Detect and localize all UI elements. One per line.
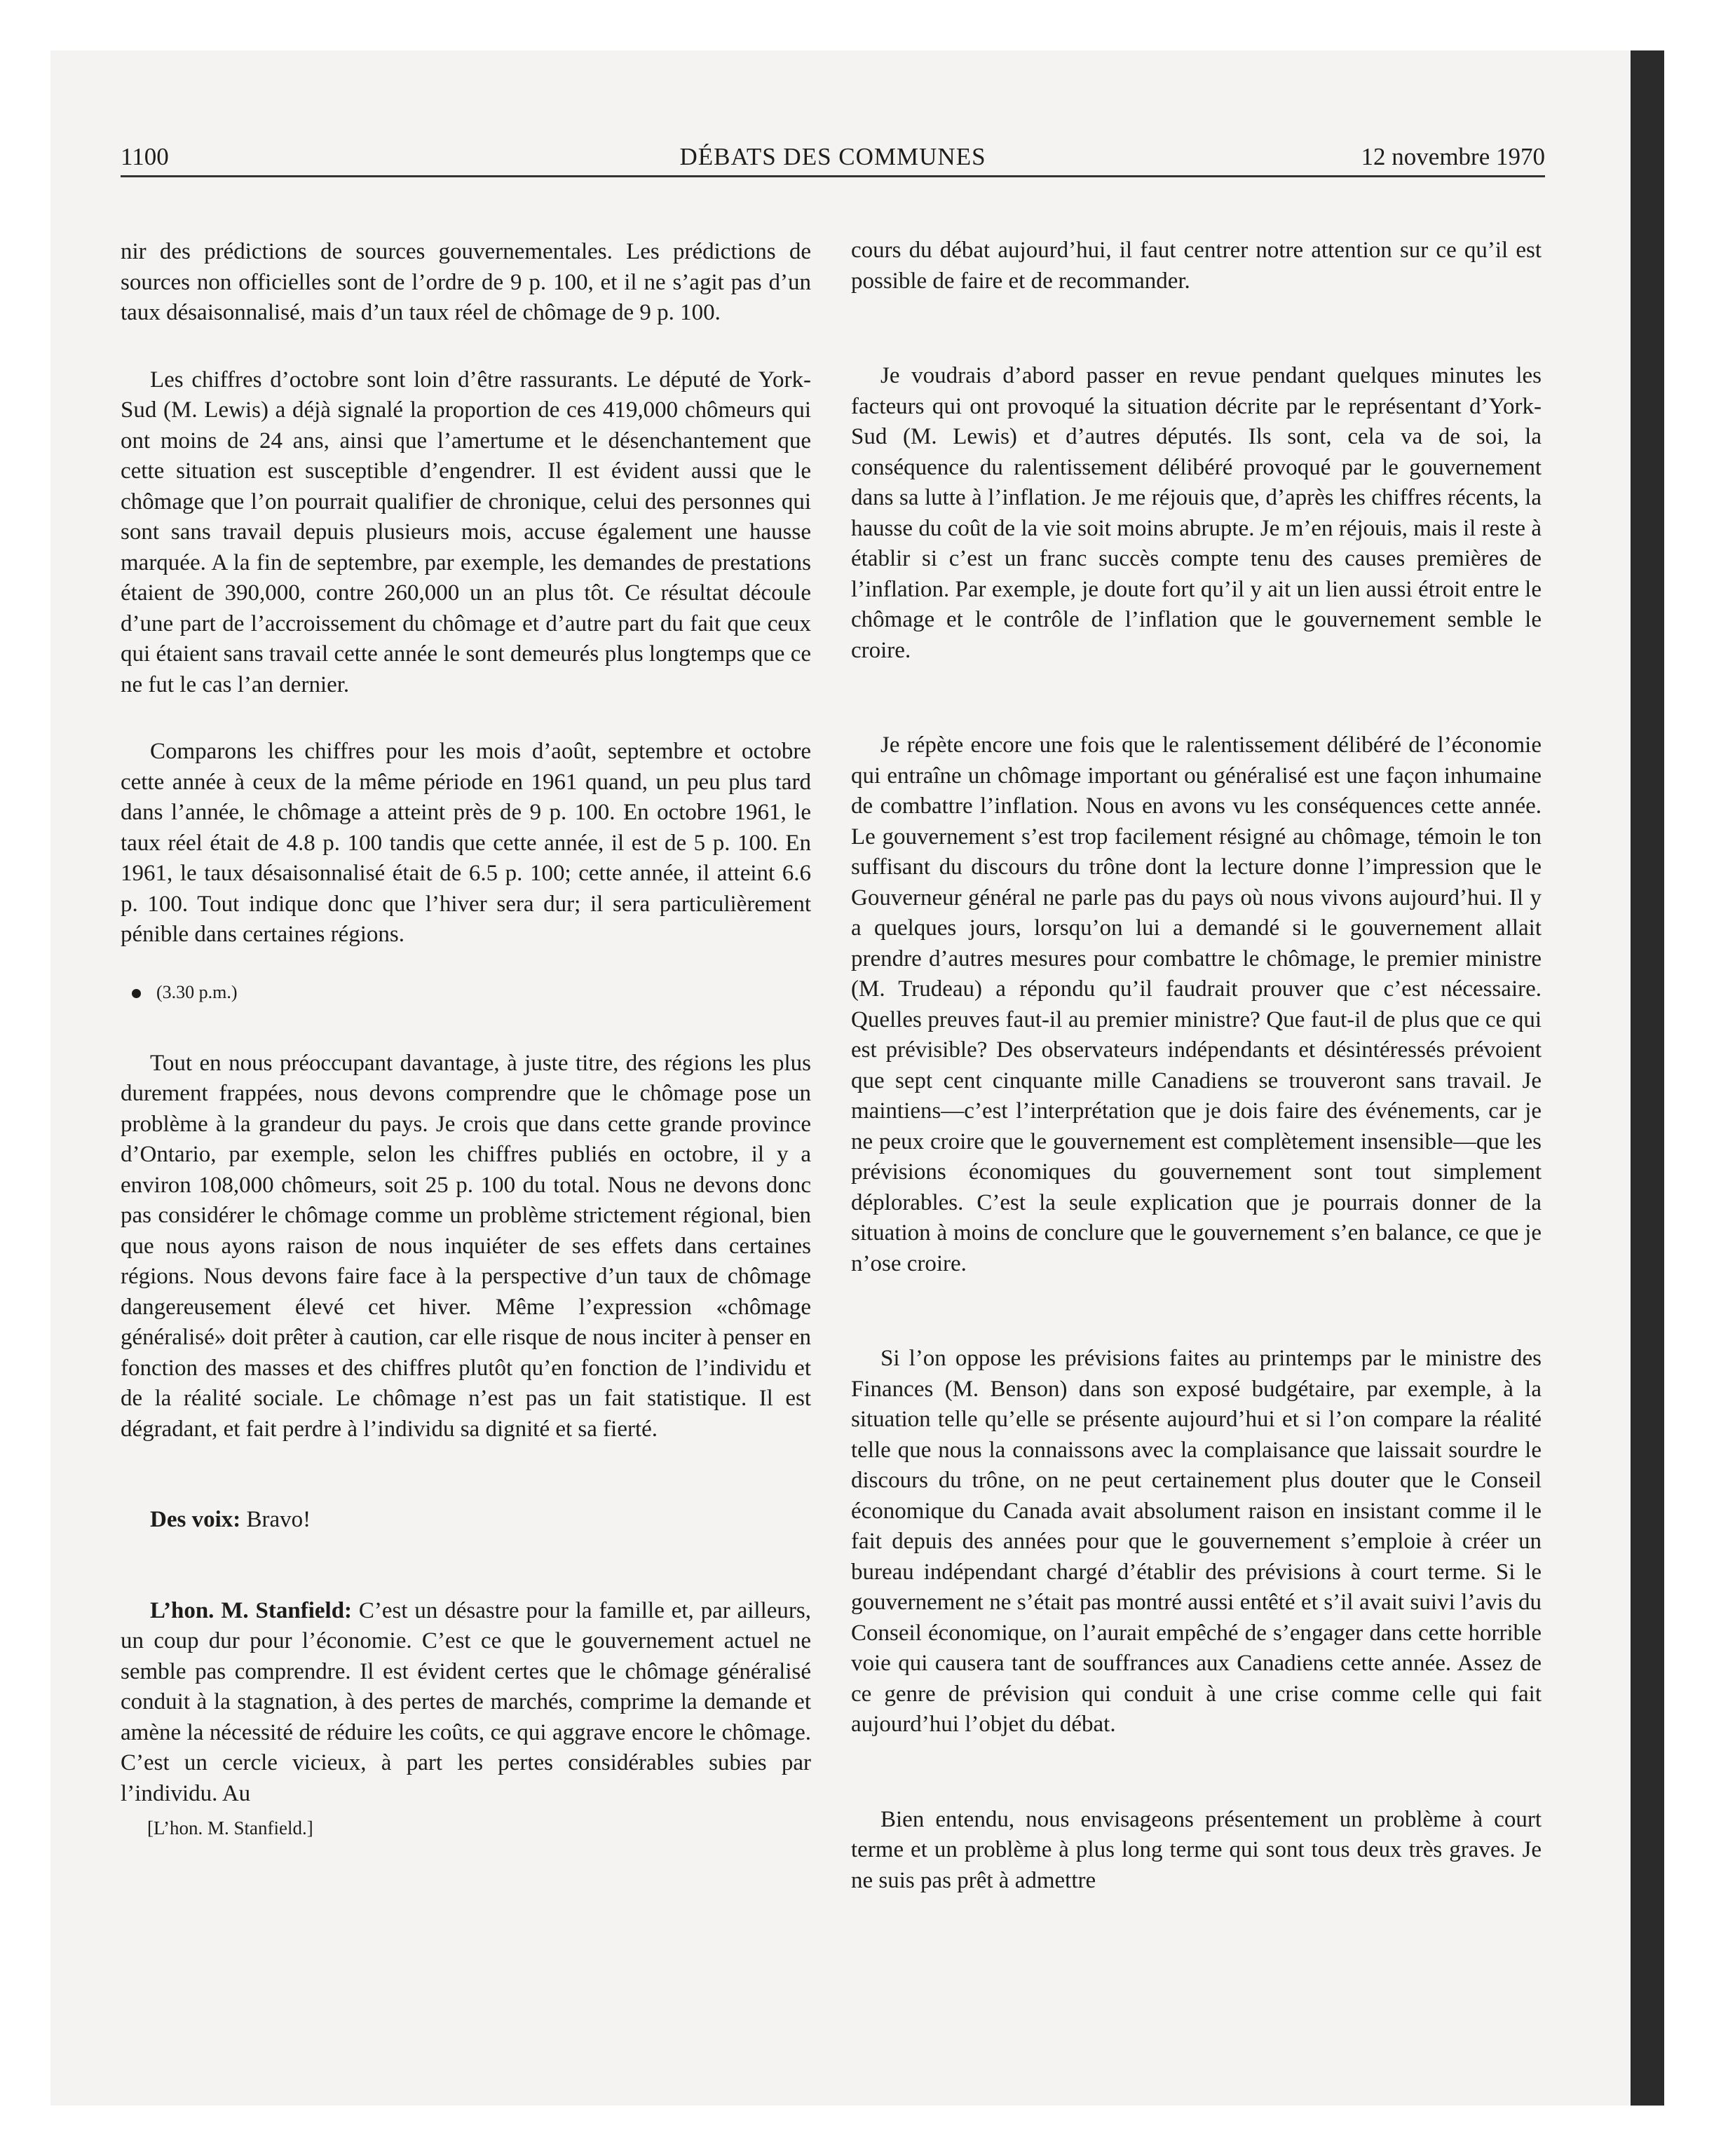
paragraph: Si l’on oppose les prévisions faites au printemps par le ministre des Finances (M. Benson) dans son exposé budgétaire, par exemple, à la situation telle qu’elle se présente aujourd’hui et si l’on compare la réalité telle que nous la connaissons avec la complaisance que laissait sourdre le discours du trône, on ne peut certainement plus douter que le Conseil économique du Canada avait absolument raison en insistant comme il le fait depuis des années pour que le gouvernement s’emploie à créer un bureau indépendant chargé d’établir des prévisions à court terme. Si le gouvernement ne s’était pas montré aussi entêté et s’il avait suivi l’avis du Conseil économique, on l’aurait empêché de s’engager dans cette horrible voie qui causera tant de souffrances aux Canadiens cette année. Assez de ce genre de prévision qui conduit à une crise comme celle qui fait aujourd’hui l’objet du débat.	[851, 1346, 1542, 1737]
speech-text: C’est un désastre pour la famille et, par ailleurs, un coup dur pour l’économie. C’est ce que le gouvernement actuel ne semble pas comprendre. Il est évident certes que le chômage généralisé conduit à la stagnation, à des pertes de marchés, comprime la demande et amène la nécessité de réduire les coûts, ce qui aggrave encore le chômage. C’est un cercle vicieux, à part les pertes considérables subies par l’individu. Au	[121, 1597, 811, 1806]
paragraph: Je répète encore une fois que le ralentissement délibéré de l’économie qui entraîne un chômage important ou généralisé est une façon inhumaine de combattre l’inflation. Nous en avons vu les conséquences cette année. Le gouvernement s’est trop facilement résigné au chômage, témoin le ton suffisant du discours du trône dont la lecture donne l’impression que le Gouverneur général ne parle pas du pays où nous vivons aujourd’hui. Il y a quelques jours, lorsqu’on lui a demandé si le gouvernement allait prendre d’autres mesures pour combattre le chômage, le premier ministre (M. Trudeau) a répondu qu’il faudrait prouver que c’est nécessaire. Quelles preuves faut-il au premier ministre? Que faut-il de plus que ce qui est prévisible? Des observateurs indépendants et désintéressés prévoient que sept cent cinquante mille Canadiens se trouveront sans travail. Je maintiens—c’est l’interprétation que je dois faire des événements, car je ne peux croire que le gouvernement est complètement insensible—que les prévisions économiques du gouvernement sont tout simplement déplorables. C’est la seule explication que je pourrais donner de la situation à moins de conclure que le gouvernement s’en balance, ce que je n’ose croire.	[851, 732, 1542, 1276]
paragraph: cours du débat aujourd’hui, il faut centrer notre attention sur ce qu’il est possible de faire et de recommander.	[851, 238, 1542, 294]
speaker-name: L’hon. M. Stanfield:	[150, 1597, 353, 1623]
bullet-icon	[132, 989, 141, 998]
paragraph: Tout en nous préoccupant davantage, à juste titre, des régions les plus durement frappées, nous devons comprendre que le chômage pose un problème à la grandeur du pays. Je crois que dans cette grande province d’Ontario, par exemple, selon les chiffres publiés en octobre, il y a environ 108,000 chômeurs, soit 25 p. 100 du total. Nous ne devons donc pas considérer le chômage comme un problème strictement régional, bien que nous ayons raison de nous inquiéter de ses effets dans certaines régions. Nous devons faire face à la perspective d’un taux de chômage dangereusement élevé cet hiver. Même l’expression «chômage généralisé» doit prêter à caution, car elle risque de nous inciter à penser en fonction des masses et des chiffres plutôt qu’en fonction de l’individu et de la réalité sociale. Le chômage n’est pas un fait statistique. Il est dégradant, et fait perdre à l’individu sa dignité et sa fierté.	[121, 1050, 811, 1442]
speech-interjection	[121, 1505, 811, 1536]
speaker-name: Des voix:	[150, 1507, 241, 1532]
left-column	[121, 237, 811, 1841]
speaker-footnote: [L’hon. M. Stanfield.]	[147, 1817, 313, 1838]
running-header	[121, 139, 1545, 177]
paragraph: Je voudrais d’abord passer en revue pendant quelques minutes les facteurs qui ont provoqué la situation décrite par le représentant d’York-Sud (M. Lewis) et d’autres députés. Ils sont, cela va de soi, la conséquence du ralentissement délibéré provoqué par le gouvernement dans sa lutte à l’inflation. Je me réjouis que, d’après les chiffres récents, la hausse du coût de la vie soit moins abrupte. Je m’en réjouis, mais il reste à établir si c’est un franc succès compte tenu des causes premières de l’inflation. Par exemple, je doute fort qu’il y ait un lien aussi étroit entre le chômage et le contrôle de l’inflation que le gouvernement semble le croire.	[851, 363, 1542, 663]
paragraph: Les chiffres d’octobre sont loin d’être rassurants. Le député de York-Sud (M. Lewis) a déjà signalé la proportion de ces 419,000 chômeurs qui ont moins de 24 ans, ainsi que l’amertume et le désenchantement que cette situation est susceptible d’engendrer. Il est évident aussi que le chômage que l’on pourrait qualifier de chronique, celui des personnes qui sont sans travail depuis plusieurs mois, accuse également une hausse marquée. A la fin de septembre, par exemple, les demandes de prestations étaient de 390,000, contre 260,000 un an plus tôt. Ce résultat découle d’une part de l’accroissement du chômage et d’autre part du fait que ceux qui étaient sans travail cette année le sont demeurés plus longtemps que ce ne fut le cas l’an dernier.	[121, 367, 811, 697]
paragraph: Bien entendu, nous envisageons présentement un problème à court terme et un problème à plus long terme qui sont tous deux très graves. Je ne suis pas prêt à admettre	[851, 1806, 1542, 1893]
right-column	[851, 236, 1542, 1926]
time-marker	[121, 978, 811, 1007]
speech-paragraph	[121, 1596, 811, 1810]
scan-edge-shadow	[1631, 50, 1664, 2106]
page-number: 1100	[121, 143, 169, 170]
time-marker-text: (3.30 p.m.)	[156, 981, 238, 1002]
paragraph: nir des prédictions de sources gouvernementales. Les prédictions de sources non officielles sont de l’ordre de 9 p. 100, et il ne s’agit pas d’un taux désaisonnalisé, mais d’un taux réel de chômage de 9 p. 100.	[121, 239, 811, 325]
publication-title: DÉBATS DES COMMUNES	[679, 143, 986, 170]
header-date: 12 novembre 1970	[1361, 143, 1545, 170]
speech-text: Bravo!	[246, 1507, 311, 1532]
paragraph: Comparons les chiffres pour les mois d’août, septembre et octobre cette année à ceux de la même période en 1961 quand, un peu plus tard dans l’année, le chômage a atteint près de 9 p. 100. En octobre 1961, le taux réel était de 4.8 p. 100 tandis que cette année, il est de 5 p. 100. En 1961, le taux désaisonnalisé était de 6.5 p. 100; cette année, il atteint 6.6 p. 100. Tout indique donc que l’hiver sera dur; il sera particulièrement pénible dans certaines régions.	[121, 739, 811, 947]
